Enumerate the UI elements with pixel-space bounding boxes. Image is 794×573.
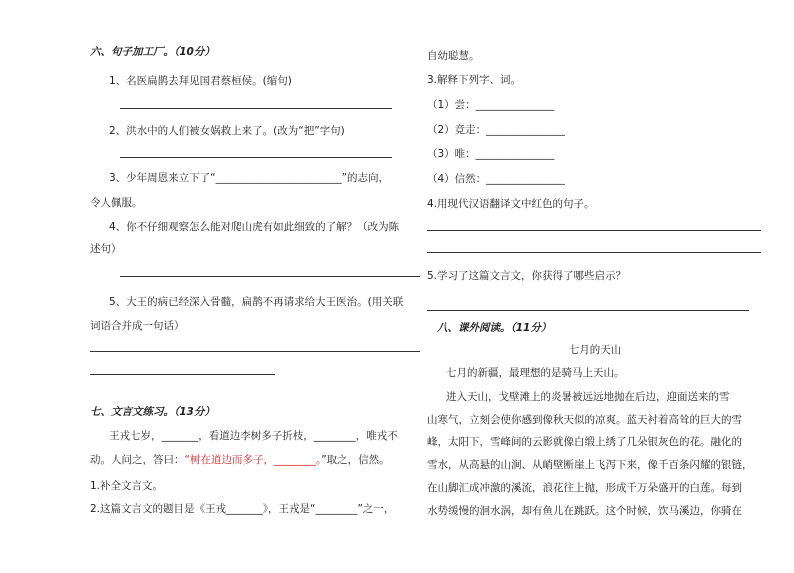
section-7-question-3: 3.解释下列字、词。 (427, 74, 522, 86)
word-item-1: （1）尝：_______________ (427, 99, 555, 111)
section-6-question-2: 2、洪水中的人们被女娲救上来了。(改为“把”字句) (109, 125, 345, 137)
question-2-cont: 自幼聪慧。 (427, 50, 480, 62)
passage-line-1: 七月的新疆，最理想的是骑马上天山。 (446, 367, 625, 379)
section-6-question-3-cont: 令人佩服。 (90, 197, 143, 209)
classical-text-line-1: 王戎七岁，_______，看道边李树多子折枝，________，唯戎不 (109, 430, 398, 442)
answer-line-q2 (120, 157, 392, 158)
passage-line-4: 峰，太阳下，雪峰间的云影就像白缎上绣了几朵银灰色的花。融化的 (427, 436, 742, 448)
answer-line-q4 (120, 276, 420, 277)
section-6-title: 六、句子加工厂。（10分） (90, 46, 215, 58)
section-7-title: 七、文言文练习。（13分） (90, 406, 215, 418)
answer-line-translate-b (427, 252, 761, 253)
classical-text-line-2-a: 动。人问之，答曰： (90, 454, 185, 466)
passage-title: 七月的天山 (568, 344, 622, 356)
section-6-question-5-cont: 词语合并成一句话） (90, 320, 185, 332)
answer-line-insight (427, 310, 749, 311)
section-7-question-1: 1.补全文言文。 (90, 480, 164, 492)
word-item-4: （4）信然：_______________ (427, 173, 565, 185)
word-item-2: （2）竞走：_______________ (427, 124, 565, 136)
passage-line-5: 雪水，从高悬的山涧、从峭壁断崖上飞泻下来，像千百条闪耀的银链， (427, 459, 753, 471)
answer-line-translate-a (427, 230, 761, 231)
section-7-question-5: 5.学习了这篇文言文，你获得了哪些启示？ (427, 270, 627, 282)
section-7-question-2: 2.这篇文言文的题目是《王戎_______》，王戎是“________”之一， (90, 503, 395, 515)
section-7-question-4: 4.用现代汉语翻译文中红色的句子。 (427, 198, 595, 210)
section-8-title: 八、课外阅读。（11分） (437, 322, 552, 334)
answer-line-q1 (120, 108, 392, 109)
word-item-3: （3）唯：_______________ (427, 148, 555, 160)
red-sentence: “树在道边而多子，________。 (184, 454, 322, 466)
section-6-question-1: 1、名医扁鹊去拜见国君蔡桓侯。(缩句) (109, 75, 292, 87)
classical-text-line-2-b: ”取之，信然。 (321, 454, 390, 466)
classical-text-line-2 (90, 452, 422, 468)
passage-line-2: 进入天山，戈壁滩上的炎暑被远远地抛在后边，迎面送来的雪 (446, 391, 730, 403)
answer-line-q5-b (90, 374, 275, 375)
section-6-question-4: 4、你不仔细观察怎么能对爬山虎有如此细致的了解？（改为陈 (109, 221, 400, 233)
section-6-question-3: 3、少年周恩来立下了“________________________”的志向， (109, 172, 390, 184)
passage-line-7: 水势缓慢的洄水涡，却有鱼儿在跳跃。这个时候，饮马溪边，你骑在 (427, 505, 742, 517)
answer-line-q5-a (90, 351, 420, 352)
passage-line-3: 山寒气，立刻会使你感到像秋天似的凉爽。蓝天衬着高耸的巨大的雪 (427, 414, 742, 426)
section-6-question-5: 5、大王的病已经深入骨髓，扁鹊不再请求给大王医治。(用关联 (109, 296, 404, 308)
section-6-question-4-cont: 述句） (90, 243, 122, 255)
passage-line-6: 在山脚汇成冲激的溪流，浪花往上抛，形成千万朵盛开的白莲。每到 (427, 482, 742, 494)
